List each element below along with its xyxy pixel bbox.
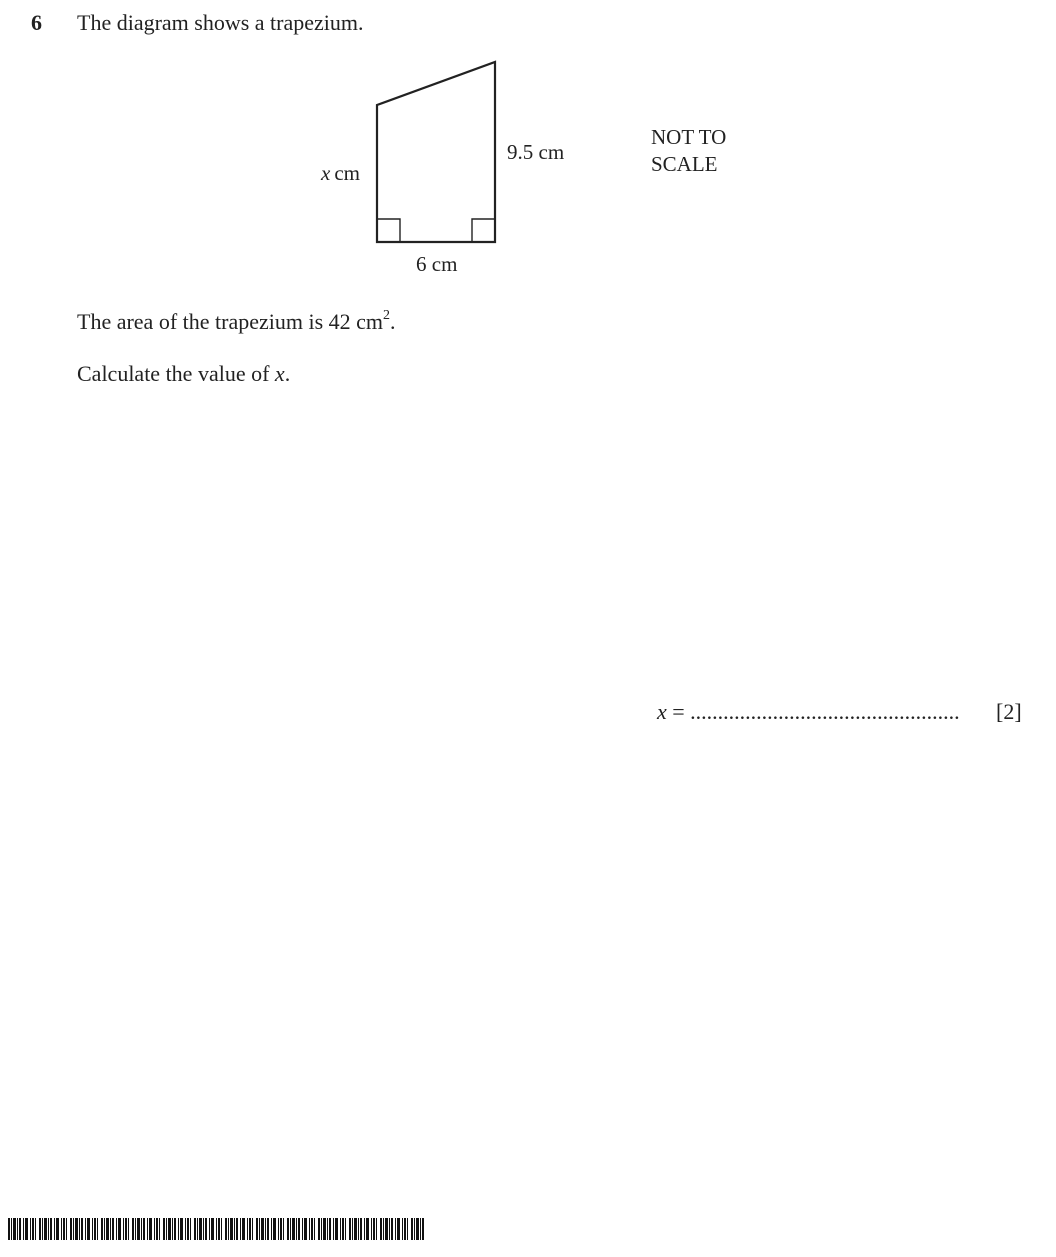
barcode-bar <box>311 1218 313 1240</box>
barcode-bar <box>287 1218 289 1240</box>
barcode-bar <box>298 1218 300 1240</box>
barcode-bar <box>205 1218 207 1240</box>
barcode-bar <box>240 1218 241 1240</box>
barcode-bar <box>141 1218 142 1240</box>
barcode-bar <box>366 1218 369 1240</box>
barcode-bar <box>185 1218 186 1240</box>
barcode-bar <box>323 1218 326 1240</box>
barcode-bar <box>321 1218 322 1240</box>
barcode-bar <box>271 1218 272 1240</box>
barcode-bar <box>391 1218 393 1240</box>
barcode-bar <box>345 1218 346 1240</box>
barcode-bar <box>354 1218 357 1240</box>
barcode-bar <box>156 1218 158 1240</box>
barcode-bar <box>327 1218 328 1240</box>
barcode-bar <box>371 1218 372 1240</box>
answer-dots[interactable]: = ................................................. <box>666 699 960 724</box>
barcode-bar <box>292 1218 295 1240</box>
barcode-bar <box>364 1218 365 1240</box>
barcode-bar <box>79 1218 80 1240</box>
barcode-bar <box>106 1218 109 1240</box>
barcode-bar <box>335 1218 338 1240</box>
barcode-bar <box>395 1218 396 1240</box>
calc-variable: x <box>274 361 285 386</box>
barcode-bar <box>309 1218 310 1240</box>
barcode-bar <box>85 1218 86 1240</box>
answer-line[interactable] <box>657 699 960 725</box>
note-line-2: SCALE <box>651 152 718 176</box>
barcode-bar <box>56 1218 59 1240</box>
barcode-bar <box>267 1218 269 1240</box>
barcode-bar <box>304 1218 307 1240</box>
calc-suffix: . <box>284 361 291 386</box>
trapezium-shape <box>377 62 495 242</box>
marks-badge: [2] <box>996 699 1022 724</box>
barcode-bar <box>333 1218 334 1240</box>
barcode-bar <box>234 1218 235 1240</box>
barcode-bar <box>30 1218 31 1240</box>
barcode-bar <box>174 1218 176 1240</box>
note-line-1: NOT TO <box>651 125 727 149</box>
barcode-bar <box>242 1218 245 1240</box>
barcode-bar <box>209 1218 210 1240</box>
barcode-bar <box>61 1218 62 1240</box>
barcode-bar <box>135 1218 136 1240</box>
barcode-bar <box>352 1218 353 1240</box>
barcode-bar <box>92 1218 93 1240</box>
barcode-bar <box>420 1218 421 1240</box>
barcode-bar <box>404 1218 406 1240</box>
barcode-bar <box>218 1218 220 1240</box>
barcode-bar <box>168 1218 171 1240</box>
barcode-bar <box>197 1218 198 1240</box>
barcode-bar <box>414 1218 415 1240</box>
barcode-bar <box>70 1218 72 1240</box>
barcode-bar <box>73 1218 74 1240</box>
barcode-bar <box>137 1218 140 1240</box>
barcode-bar <box>283 1218 284 1240</box>
barcode-bar <box>199 1218 202 1240</box>
barcode-bar <box>13 1218 16 1240</box>
right-angle-marker-right <box>472 219 495 242</box>
barcode-bar <box>360 1218 362 1240</box>
barcode-bar <box>118 1218 121 1240</box>
barcode-bar <box>32 1218 34 1240</box>
barcode-bar <box>290 1218 291 1240</box>
barcode-bar <box>180 1218 183 1240</box>
barcode-bar <box>172 1218 173 1240</box>
barcode-bar <box>249 1218 251 1240</box>
barcode-bar <box>11 1218 12 1240</box>
barcode-bar <box>221 1218 222 1240</box>
question-intro: The diagram shows a trapezium. <box>77 10 364 35</box>
barcode-bar <box>81 1218 83 1240</box>
barcode-bar <box>187 1218 189 1240</box>
label-right-side: 9.5 cm <box>507 140 565 164</box>
barcode-bar <box>154 1218 155 1240</box>
barcode-bar <box>39 1218 41 1240</box>
barcode-bar <box>190 1218 191 1240</box>
barcode-bar <box>342 1218 344 1240</box>
barcode-bar <box>280 1218 282 1240</box>
calculate-instruction <box>77 361 290 387</box>
barcode-bar <box>278 1218 279 1240</box>
barcode-bar <box>261 1218 264 1240</box>
barcode-bar <box>373 1218 375 1240</box>
barcode-bar <box>17 1218 18 1240</box>
barcode-bar <box>225 1218 227 1240</box>
barcode-bar <box>63 1218 65 1240</box>
barcode-bar <box>50 1218 52 1240</box>
barcode-bar <box>230 1218 233 1240</box>
barcode-bar <box>407 1218 408 1240</box>
barcode-bar <box>54 1218 55 1240</box>
barcode-bar <box>19 1218 21 1240</box>
barcode-bar <box>159 1218 160 1240</box>
barcode-bar <box>247 1218 248 1240</box>
area-suffix: . <box>390 309 396 334</box>
calc-prefix: Calculate the value of <box>77 361 275 386</box>
answer-variable: x <box>657 699 667 724</box>
barcode-bar <box>116 1218 117 1240</box>
barcode-bar <box>340 1218 341 1240</box>
barcode-bar <box>252 1218 253 1240</box>
barcode-bar <box>194 1218 196 1240</box>
barcode-bar <box>416 1218 419 1240</box>
barcode-bar <box>128 1218 129 1240</box>
barcode-bar <box>422 1218 424 1240</box>
barcode-bar <box>66 1218 67 1240</box>
label-bottom-side: 6 cm <box>416 252 458 276</box>
barcode-bar <box>147 1218 148 1240</box>
barcode-bar <box>25 1218 28 1240</box>
barcode-bar <box>318 1218 320 1240</box>
barcode-bar <box>110 1218 111 1240</box>
barcode-bar <box>178 1218 179 1240</box>
barcode-bar <box>402 1218 403 1240</box>
barcode-bar <box>302 1218 303 1240</box>
barcode-bar <box>35 1218 36 1240</box>
barcode-bar <box>48 1218 49 1240</box>
barcode-bar <box>236 1218 238 1240</box>
area-statement <box>77 309 396 335</box>
barcode-bar <box>211 1218 214 1240</box>
barcode-bar <box>265 1218 266 1240</box>
label-left-unit: cm <box>334 161 360 185</box>
barcode-bar <box>385 1218 388 1240</box>
barcode-bar <box>143 1218 145 1240</box>
barcode-bar <box>163 1218 165 1240</box>
barcode-bar <box>123 1218 124 1240</box>
barcode-bar <box>104 1218 105 1240</box>
barcode-bar <box>376 1218 377 1240</box>
barcode-bar <box>228 1218 229 1240</box>
barcode-bar <box>296 1218 297 1240</box>
barcode-bar <box>97 1218 98 1240</box>
barcode-bar <box>112 1218 114 1240</box>
barcode-bar <box>132 1218 134 1240</box>
barcode-bar <box>8 1218 10 1240</box>
trapezium-diagram <box>300 50 600 290</box>
barcode-bar <box>149 1218 152 1240</box>
barcode-bar <box>349 1218 351 1240</box>
label-left-var: x <box>321 161 331 185</box>
barcode-bar <box>42 1218 43 1240</box>
barcode-bar <box>203 1218 204 1240</box>
barcode-bar <box>87 1218 90 1240</box>
barcode-bar <box>256 1218 258 1240</box>
barcode-bar <box>216 1218 217 1240</box>
barcode-bar <box>273 1218 276 1240</box>
barcode-bar <box>259 1218 260 1240</box>
barcode-bar <box>380 1218 382 1240</box>
barcode-bar <box>389 1218 390 1240</box>
area-exponent: 2 <box>383 307 391 323</box>
barcode-bar <box>411 1218 413 1240</box>
barcode-bar <box>166 1218 167 1240</box>
barcode-bar <box>44 1218 47 1240</box>
barcode-bar <box>397 1218 400 1240</box>
area-prefix: The area of the trapezium is 42 cm <box>77 309 384 334</box>
barcode-bar <box>94 1218 96 1240</box>
barcode-bar <box>75 1218 78 1240</box>
barcode-image <box>8 1218 428 1240</box>
barcode-bar <box>314 1218 315 1240</box>
barcode-bar <box>329 1218 331 1240</box>
right-angle-marker-left <box>377 219 400 242</box>
barcode-bar <box>125 1218 127 1240</box>
barcode-bar <box>23 1218 24 1240</box>
barcode-bar <box>101 1218 103 1240</box>
question-number: 6 <box>31 10 42 35</box>
barcode-bar <box>358 1218 359 1240</box>
label-left-side <box>320 161 360 185</box>
not-to-scale-note <box>651 124 726 178</box>
barcode-bar <box>383 1218 384 1240</box>
